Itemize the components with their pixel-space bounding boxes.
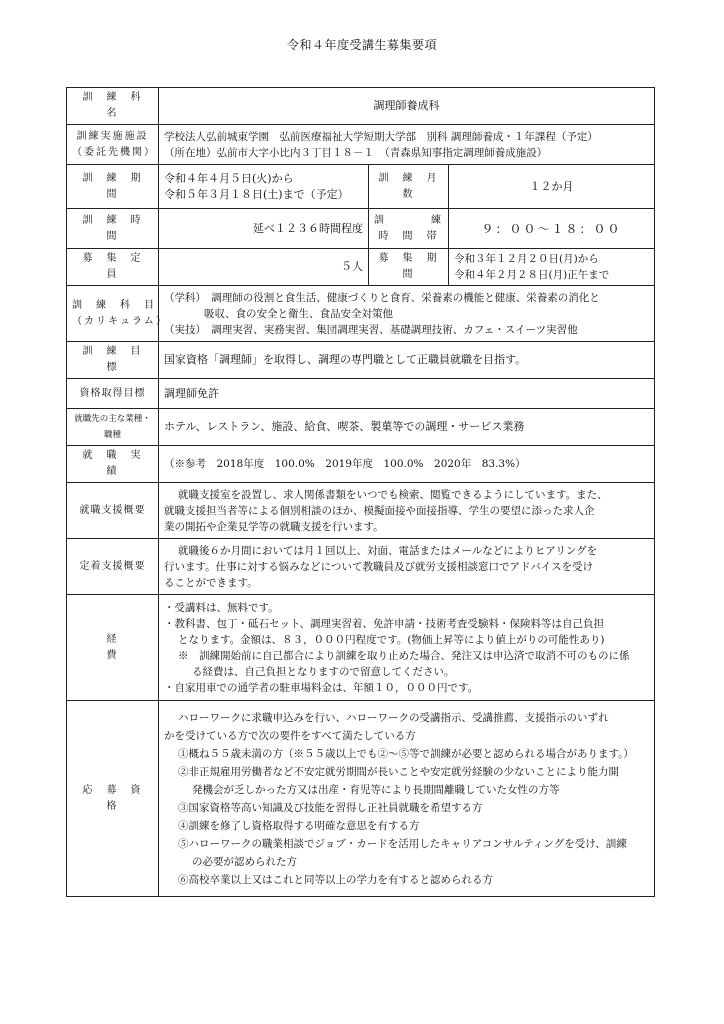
label-costs: 経 費 <box>67 595 159 701</box>
label-support: 就職支援概要 <box>67 483 159 539</box>
value-support: 就職支援室を設置し、求人関係書類をいつでも検索、閲覧できるようにしています。また、 就職支援担当者等による個別相談のほか、模擬面接や面接指導、学生の要望に添った求人企 業の開拓や企業見学等の就職支援を行います。 <box>159 483 655 539</box>
label-jobs: 就職先の主な業種・職種 <box>67 409 159 446</box>
value-goal: 国家資格「調理師」を取得し、調理の専門職として正職員就職を目指す。 <box>159 342 655 379</box>
row-support <box>67 483 655 539</box>
value-recruit-period: 令和３年１２月２０日(月)から 令和４年２月２８日(月)正午まで <box>449 249 655 286</box>
value-costs: ・受講料は、無料です。 ・教科書、包丁・砥石セット、調理実習着、免許申請・技術考査受験料・保険料等は自己負担 となります。金額は、８３，０００円程度です。(物価上昇等により値上がりの可能性あり) ※ 訓練開始前に自己都合により訓練を取り止めた場合、発注又は申込済で取消不可のものに係 る経費は、自己負担となりますので留意してください。 ・自家用車での通学者の駐車場料金は、年額１０，０００円です。 <box>159 595 655 701</box>
row-capacity <box>67 249 655 286</box>
label-curriculum: 訓 練 科 目 （カリキュラム） <box>67 286 159 342</box>
row-results <box>67 446 655 483</box>
label-facility: 訓練実施施設 （委託先機関） <box>67 125 159 165</box>
label-capacity: 募 集 定 員 <box>67 249 159 286</box>
label-goal: 訓 練 目 標 <box>67 342 159 379</box>
row-goal <box>67 342 655 379</box>
label-hours: 訓 練 時 間 <box>67 209 159 249</box>
row-jobs <box>67 409 655 446</box>
recruitment-table <box>66 87 655 897</box>
value-retention: 就職後６か月間においては月１回以上、対面、電話またはメールなどによりヒアリングを 行います。仕事に対する悩みなどについて教職員及び就労支援相談窓口でアドバイスを受け ることができます。 <box>159 539 655 595</box>
label-retention: 定着支援概要 <box>67 539 159 595</box>
label-period: 訓 練 期 間 <box>67 165 159 209</box>
label-time-slot: 訓 練 時 間 帯 <box>369 209 449 249</box>
row-curriculum <box>67 286 655 342</box>
row-eligibility <box>67 701 655 897</box>
value-jobs: ホテル、レストラン、施設、給食、喫茶、製菓等での調理・サービス業務 <box>159 409 655 446</box>
label-qualification: 資格取得目標 <box>67 379 159 409</box>
row-qualification <box>67 379 655 409</box>
row-retention <box>67 539 655 595</box>
label-months: 訓 練 月 数 <box>369 165 449 209</box>
label-course: 訓 練 科 名 <box>67 88 159 125</box>
value-curriculum: （学科） 調理師の役割と食生活、健康づくりと食育、栄養素の機能と健康、栄養素の消化と 吸収、食の安全と衛生、食品安全対策他 （実技） 調理実習、実務実習、集団調理実習、基礎調理技術、カフェ・スイーツ実習他 <box>159 286 655 342</box>
label-recruit-period: 募 集 期 間 <box>369 249 449 286</box>
value-eligibility: ハローワークに求職申込みを行い、ハローワークの受講指示、受講推薦、支援指示のいずれ かを受けている方で次の要件をすべて満たしている方 ①概ね５５歳未満の方（※５５歳以上でも②～⑤等で訓練が必要と認められる場合があります。） ②非正規雇用労働者など不安定就労期間が長いことや安定就労経験の少ないことにより能力開 発機会が乏しかった方又は出産・育児等により長期間離職していた女性の方等 ③国家資格等高い知識及び技能を習得し正社員就職を希望する方 ④訓練を修了し資格取得する明確な意思を有する方 ⑤ハローワークの職業相談でジョブ・カードを活用したキャリアコンサルティングを受け、訓練 の必要が認められた方 ⑥高校卒業以上又はこれと同等以上の学力を有すると認められる方 <box>159 701 655 897</box>
value-months: １２か月 <box>449 165 655 209</box>
label-results: 就 職 実 績 <box>67 446 159 483</box>
value-qualification: 調理師免許 <box>159 379 655 409</box>
row-costs <box>67 595 655 701</box>
row-facility <box>67 125 655 165</box>
row-hours <box>67 209 655 249</box>
value-time-slot: ９：００～１８：００ <box>449 209 655 249</box>
row-period <box>67 165 655 209</box>
value-capacity: ５人 <box>159 249 369 286</box>
value-facility: 学校法人弘前城東学園 弘前医療福祉大学短期大学部 別科 調理師養成・１年課程（予定） （所在地）弘前市大字小比内３丁目１８－１ （青森県知事指定調理師養成施設） <box>159 125 655 165</box>
value-hours: 延べ１２３６時間程度 <box>159 209 369 249</box>
label-eligibility: 応 募 資 格 <box>67 701 159 897</box>
value-period: 令和４年４月５日(火)から 令和５年３月１８日(土)まで（予定） <box>159 165 369 209</box>
value-results: （※参考 2018年度 100.0% 2019年度 100.0% 2020年 83.3%） <box>159 446 655 483</box>
row-course <box>67 88 655 125</box>
document-title: 令和４年度受講生募集要項 <box>286 38 437 52</box>
value-course: 調理師養成科 <box>159 88 655 125</box>
